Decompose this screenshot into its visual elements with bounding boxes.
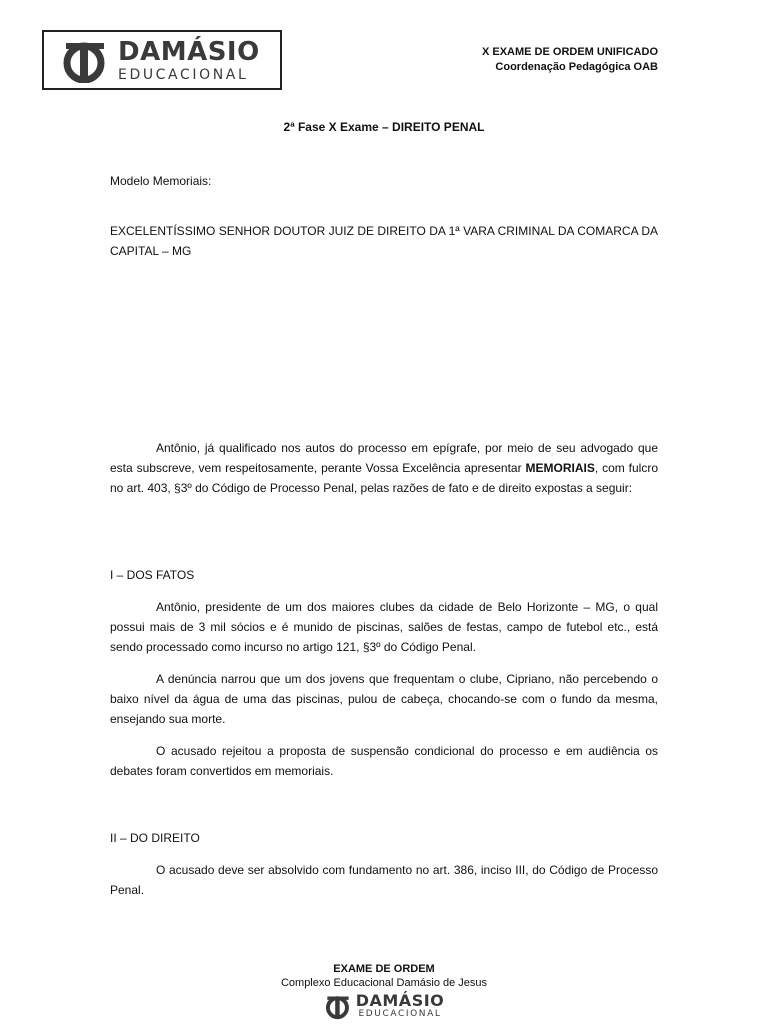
intro-bold: MEMORIAIS: [525, 461, 595, 475]
model-label: Modelo Memoriais:: [110, 174, 212, 188]
page-footer: [0, 962, 768, 1020]
exam-line: X EXAME DE ORDEM UNIFICADO: [481, 46, 658, 58]
logo-subtitle: EDUCACIONAL: [118, 66, 249, 83]
facts-paragraph-1: Antônio, presidente de um dos maiores clubes da cidade de Belo Horizonte – MG, o qual possui mais de 3 mil sócios e é munido de piscinas, salões de festas, campo de futebol etc., está sendo processado como incurso no artigo 121, §3º do Código Penal.: [110, 600, 658, 654]
logo-title: DAMÁSIO: [118, 36, 260, 67]
header-logo: [42, 30, 282, 90]
footer-logo-subtitle: EDUCACIONAL: [358, 1009, 442, 1019]
footer-logo: [0, 992, 768, 1020]
header-info: [482, 45, 658, 75]
section-facts-title: I – DOS FATOS: [110, 568, 195, 582]
page-title: 2ª Fase X Exame – DIREITO PENAL: [283, 120, 485, 134]
intro-text-before: Antônio, já qualificado nos autos do processo em epígrafe, por meio de seu advogado que esta subscreve, vem respeitosamente, perante Vossa Excelência apresentar: [110, 441, 658, 475]
intro-paragraph: [110, 438, 658, 498]
intro-text-after: , com fulcro no art. 403, §3º do Código de Processo Penal, pelas razões de fato e de direito expostas a seguir:: [110, 461, 659, 495]
damasio-logo-icon: [324, 992, 352, 1020]
coordination-line: Coordenação Pedagógica OAB: [495, 61, 658, 73]
footer-logo-title: DAMÁSIO: [355, 991, 445, 1010]
court-address: EXCELENTÍSSIMO SENHOR DOUTOR JUIZ DE DIREITO DA 1ª VARA CRIMINAL DA COMARCA DA CAPITAL – MG: [110, 224, 658, 258]
facts-paragraph-3: O acusado rejeitou a proposta de suspensão condicional do processo e em audiência os debates foram convertidos em memoriais.: [110, 744, 658, 778]
law-paragraph-1: O acusado deve ser absolvido com fundamento no art. 386, inciso III, do Código de Processo Penal.: [110, 863, 658, 897]
section-law-title: II – DO DIREITO: [110, 831, 200, 845]
damasio-logo-icon: [60, 37, 110, 83]
facts-paragraph-2: A denúncia narrou que um dos jovens que frequentam o clube, Cipriano, não percebendo o baixo nível da água de uma das piscinas, pulou de cabeça, chocando-se com o fundo da mesma, ensejando sua morte.: [110, 672, 658, 726]
footer-subtitle: Complexo Educacional Damásio de Jesus: [280, 977, 488, 989]
footer-title: EXAME DE ORDEM: [333, 963, 435, 975]
